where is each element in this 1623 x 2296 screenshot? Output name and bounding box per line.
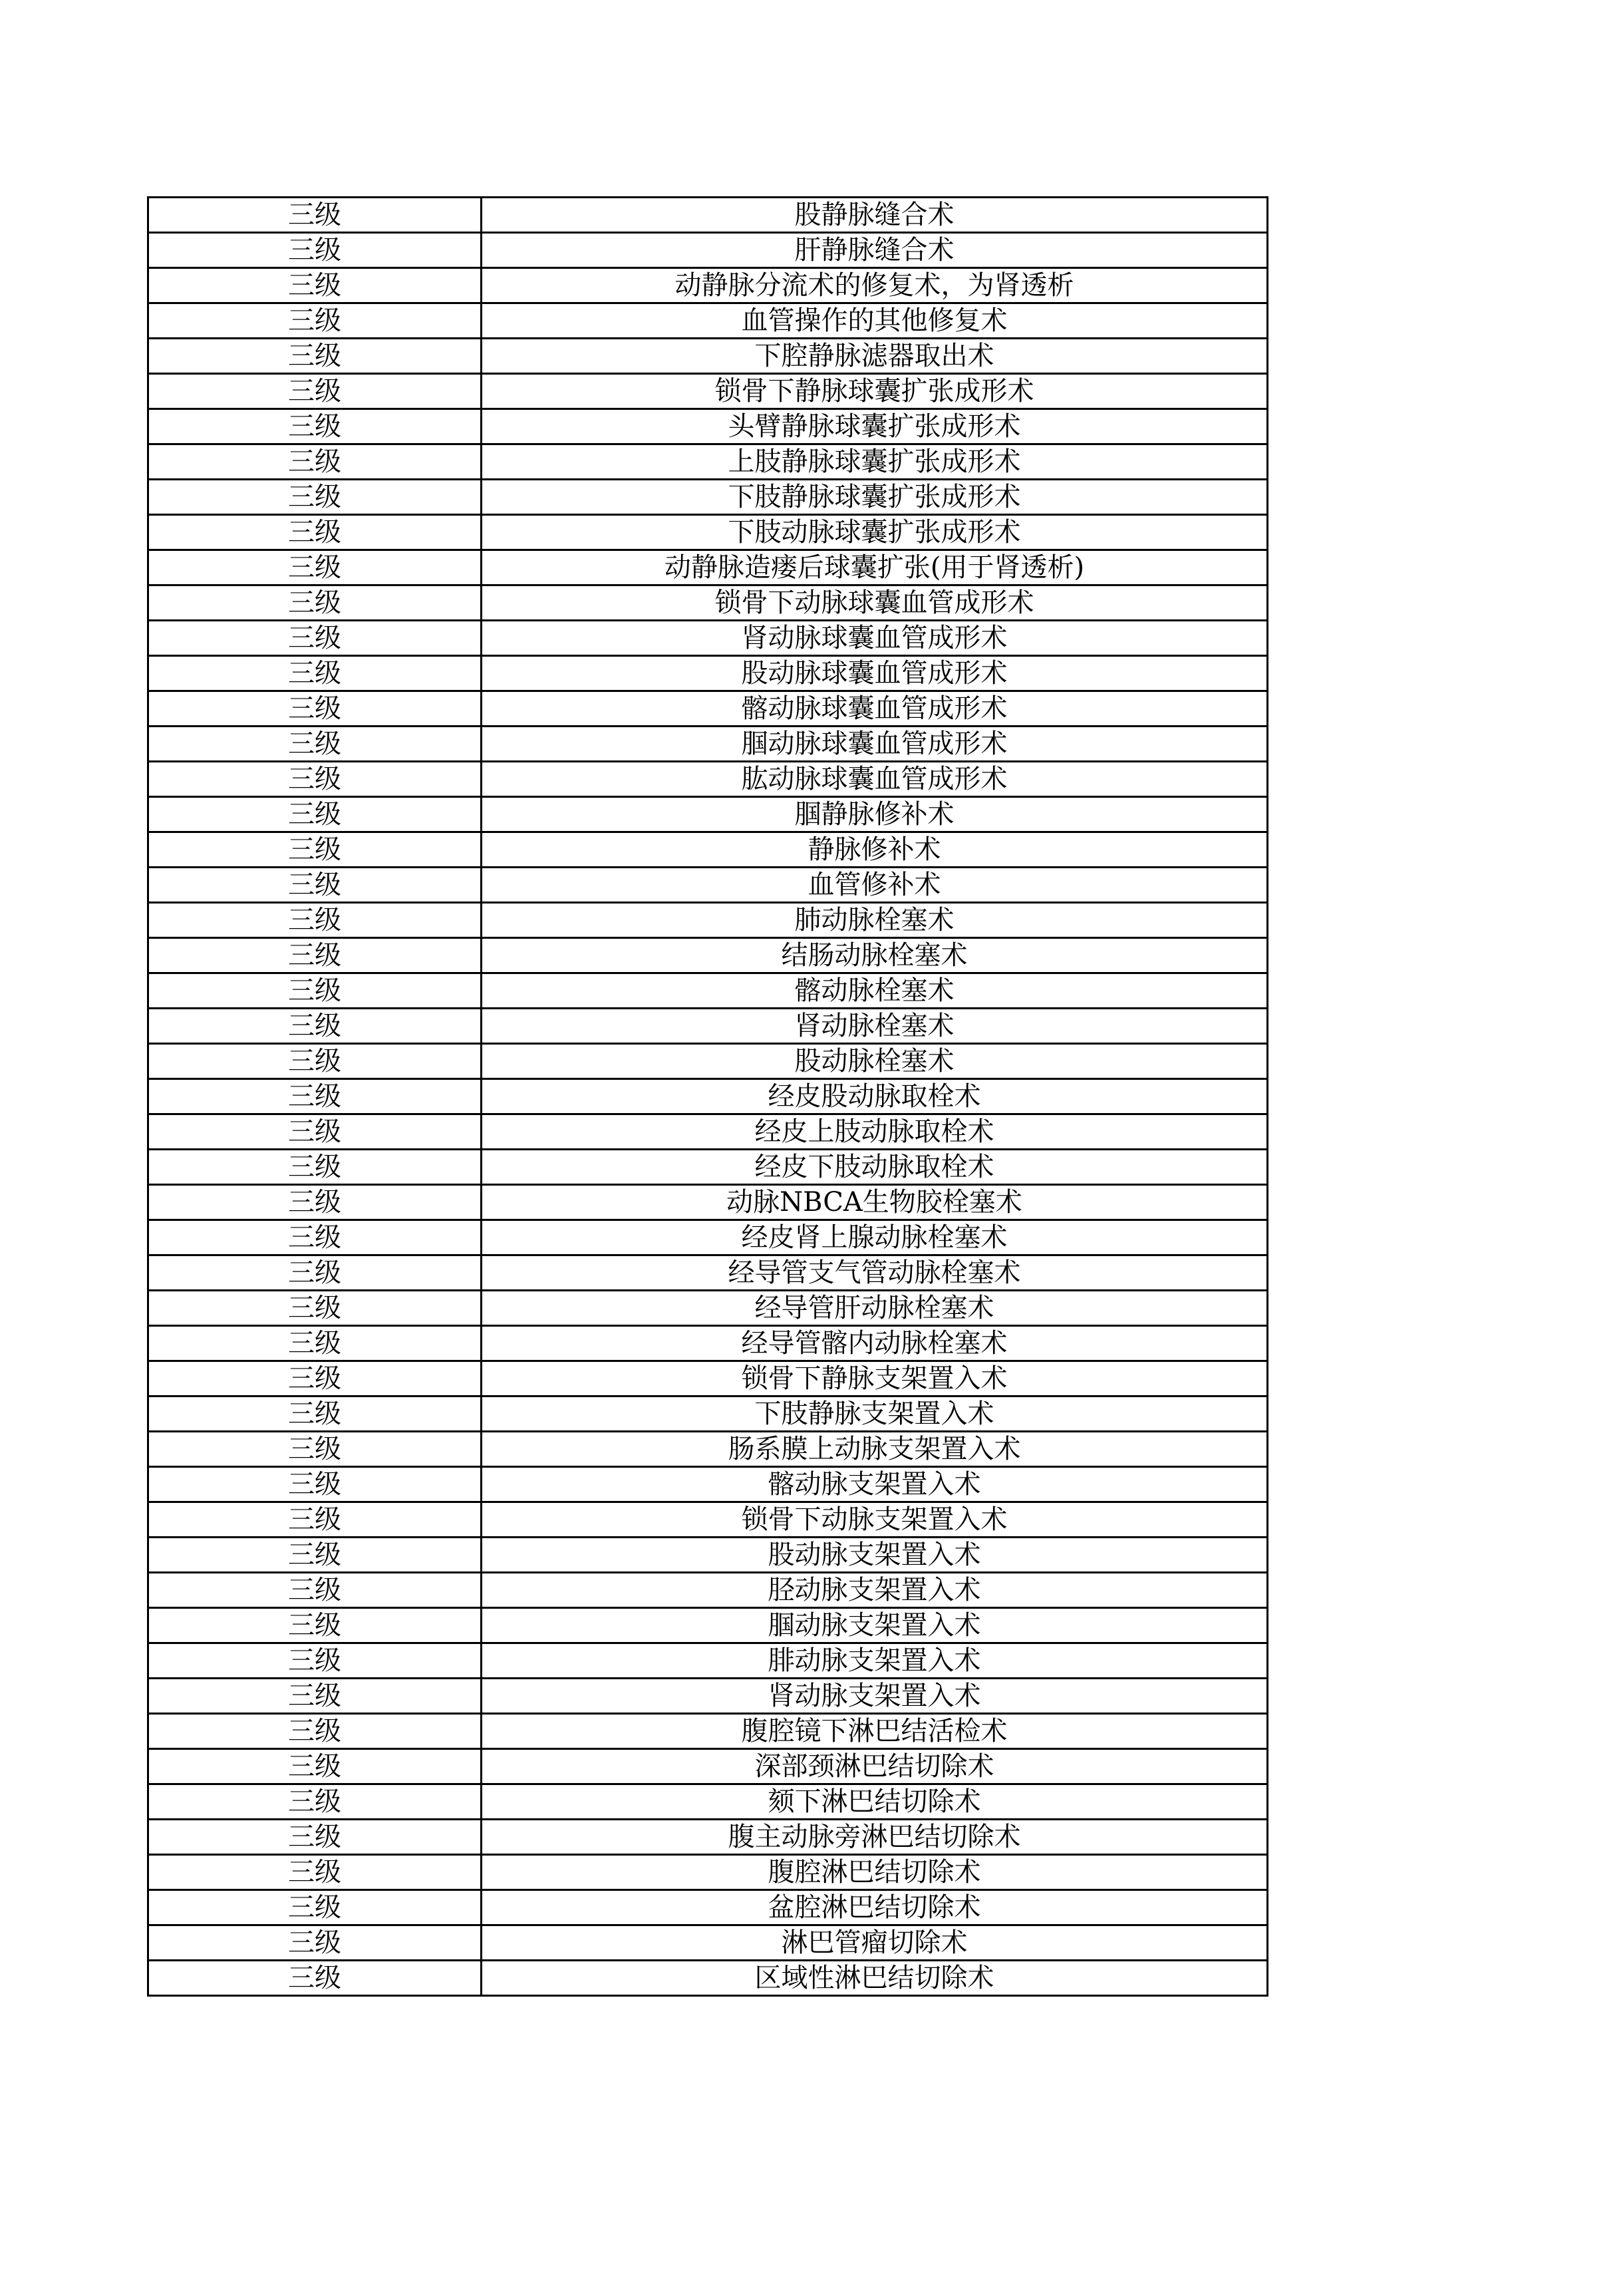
table-row [148, 1009, 1268, 1044]
procedure-cell: 股静脉缝合术 [482, 198, 1268, 233]
table-row [148, 339, 1268, 374]
procedure-cell: 股动脉支架置入术 [482, 1538, 1268, 1573]
table-row [148, 797, 1268, 832]
procedure-cell: 肾动脉支架置入术 [482, 1679, 1268, 1714]
procedure-cell: 经导管髂内动脉栓塞术 [482, 1326, 1268, 1361]
procedure-cell: 胫动脉支架置入术 [482, 1573, 1268, 1608]
level-cell: 三级 [148, 444, 482, 480]
procedure-cell: 血管修补术 [482, 868, 1268, 903]
table-row [148, 1079, 1268, 1114]
procedure-cell: 腹腔镜下淋巴结活检术 [482, 1714, 1268, 1749]
table-row [148, 727, 1268, 762]
level-cell: 三级 [148, 1573, 482, 1608]
level-cell: 三级 [148, 233, 482, 268]
procedure-cell: 经皮肾上腺动脉栓塞术 [482, 1220, 1268, 1255]
level-cell: 三级 [148, 762, 482, 797]
procedure-cell: 经导管支气管动脉栓塞术 [482, 1255, 1268, 1291]
procedure-cell: 上肢静脉球囊扩张成形术 [482, 444, 1268, 480]
procedure-cell: 股动脉球囊血管成形术 [482, 656, 1268, 691]
procedure-cell: 动脉NBCA生物胶栓塞术 [482, 1185, 1268, 1220]
level-cell: 三级 [148, 1361, 482, 1396]
procedure-cell: 动静脉分流术的修复术，为肾透析 [482, 268, 1268, 303]
table-row [148, 1890, 1268, 1925]
level-cell: 三级 [148, 374, 482, 409]
procedure-cell: 锁骨下动脉支架置入术 [482, 1502, 1268, 1538]
table-row [148, 1185, 1268, 1220]
procedure-cell: 下肢静脉支架置入术 [482, 1396, 1268, 1432]
table-row [148, 1608, 1268, 1643]
table-row [148, 762, 1268, 797]
table-row [148, 938, 1268, 973]
table-row [148, 903, 1268, 938]
level-cell: 三级 [148, 550, 482, 585]
table-row [148, 1044, 1268, 1079]
table-row [148, 268, 1268, 303]
table-row [148, 1361, 1268, 1396]
procedure-cell: 经导管肝动脉栓塞术 [482, 1291, 1268, 1326]
level-cell: 三级 [148, 656, 482, 691]
table-row [148, 1502, 1268, 1538]
procedure-cell: 锁骨下静脉球囊扩张成形术 [482, 374, 1268, 409]
procedure-cell: 肝静脉缝合术 [482, 233, 1268, 268]
level-cell: 三级 [148, 1114, 482, 1150]
table-row [148, 585, 1268, 621]
table-row [148, 1820, 1268, 1855]
table-row [148, 1538, 1268, 1573]
procedure-cell: 下肢动脉球囊扩张成形术 [482, 515, 1268, 550]
procedure-cell: 下肢静脉球囊扩张成形术 [482, 480, 1268, 515]
table-row [148, 1432, 1268, 1467]
table-row [148, 1326, 1268, 1361]
procedure-cell: 动静脉造瘘后球囊扩张(用于肾透析) [482, 550, 1268, 585]
level-cell: 三级 [148, 1255, 482, 1291]
procedure-cell: 经皮下肢动脉取栓术 [482, 1150, 1268, 1185]
procedure-cell: 锁骨下动脉球囊血管成形术 [482, 585, 1268, 621]
procedure-cell: 经皮上肢动脉取栓术 [482, 1114, 1268, 1150]
table-row [148, 1150, 1268, 1185]
procedure-cell: 肾动脉球囊血管成形术 [482, 621, 1268, 656]
procedure-cell: 肺动脉栓塞术 [482, 903, 1268, 938]
level-cell: 三级 [148, 868, 482, 903]
table-row [148, 1679, 1268, 1714]
level-cell: 三级 [148, 1925, 482, 1961]
level-cell: 三级 [148, 1150, 482, 1185]
table-row [148, 1855, 1268, 1890]
procedure-table [147, 196, 1268, 1997]
table-row [148, 656, 1268, 691]
table-row [148, 1573, 1268, 1608]
level-cell: 三级 [148, 1538, 482, 1573]
table-row [148, 1925, 1268, 1961]
procedure-cell: 结肠动脉栓塞术 [482, 938, 1268, 973]
level-cell: 三级 [148, 339, 482, 374]
level-cell: 三级 [148, 1608, 482, 1643]
level-cell: 三级 [148, 1326, 482, 1361]
level-cell: 三级 [148, 1220, 482, 1255]
table-row [148, 303, 1268, 339]
level-cell: 三级 [148, 973, 482, 1009]
level-cell: 三级 [148, 1643, 482, 1679]
level-cell: 三级 [148, 268, 482, 303]
procedure-cell: 肱动脉球囊血管成形术 [482, 762, 1268, 797]
table-row [148, 1749, 1268, 1784]
procedure-cell: 下腔静脉滤器取出术 [482, 339, 1268, 374]
level-cell: 三级 [148, 938, 482, 973]
table-row [148, 374, 1268, 409]
table-row [148, 1784, 1268, 1820]
level-cell: 三级 [148, 1009, 482, 1044]
level-cell: 三级 [148, 903, 482, 938]
procedure-cell: 股动脉栓塞术 [482, 1044, 1268, 1079]
table-row [148, 1114, 1268, 1150]
level-cell: 三级 [148, 1291, 482, 1326]
procedure-cell: 腘静脉修补术 [482, 797, 1268, 832]
procedure-cell: 髂动脉支架置入术 [482, 1467, 1268, 1502]
level-cell: 三级 [148, 1784, 482, 1820]
table-row [148, 1961, 1268, 1996]
level-cell: 三级 [148, 621, 482, 656]
level-cell: 三级 [148, 409, 482, 444]
table-row [148, 1467, 1268, 1502]
level-cell: 三级 [148, 1467, 482, 1502]
level-cell: 三级 [148, 1679, 482, 1714]
procedure-cell: 区域性淋巴结切除术 [482, 1961, 1268, 1996]
table-row [148, 233, 1268, 268]
table-row [148, 444, 1268, 480]
level-cell: 三级 [148, 1044, 482, 1079]
procedure-cell: 肾动脉栓塞术 [482, 1009, 1268, 1044]
level-cell: 三级 [148, 1502, 482, 1538]
level-cell: 三级 [148, 727, 482, 762]
procedure-table-body [148, 198, 1268, 1996]
procedure-cell: 淋巴管瘤切除术 [482, 1925, 1268, 1961]
table-row [148, 1396, 1268, 1432]
table-row [148, 1220, 1268, 1255]
table-row [148, 832, 1268, 868]
level-cell: 三级 [148, 1185, 482, 1220]
level-cell: 三级 [148, 832, 482, 868]
level-cell: 三级 [148, 198, 482, 233]
table-row [148, 1291, 1268, 1326]
level-cell: 三级 [148, 1079, 482, 1114]
level-cell: 三级 [148, 797, 482, 832]
procedure-cell: 腓动脉支架置入术 [482, 1643, 1268, 1679]
level-cell: 三级 [148, 1820, 482, 1855]
table-row [148, 1714, 1268, 1749]
level-cell: 三级 [148, 480, 482, 515]
table-row [148, 480, 1268, 515]
procedure-cell: 经皮股动脉取栓术 [482, 1079, 1268, 1114]
level-cell: 三级 [148, 515, 482, 550]
procedure-cell: 腘动脉支架置入术 [482, 1608, 1268, 1643]
table-row [148, 868, 1268, 903]
procedure-cell: 盆腔淋巴结切除术 [482, 1890, 1268, 1925]
procedure-cell: 腹腔淋巴结切除术 [482, 1855, 1268, 1890]
procedure-cell: 髂动脉球囊血管成形术 [482, 691, 1268, 727]
procedure-cell: 髂动脉栓塞术 [482, 973, 1268, 1009]
procedure-cell: 颏下淋巴结切除术 [482, 1784, 1268, 1820]
level-cell: 三级 [148, 1855, 482, 1890]
table-row [148, 1255, 1268, 1291]
level-cell: 三级 [148, 691, 482, 727]
procedure-cell: 静脉修补术 [482, 832, 1268, 868]
procedure-cell: 头臂静脉球囊扩张成形术 [482, 409, 1268, 444]
level-cell: 三级 [148, 303, 482, 339]
table-row [148, 973, 1268, 1009]
table-row [148, 550, 1268, 585]
table-row [148, 515, 1268, 550]
level-cell: 三级 [148, 1890, 482, 1925]
table-row [148, 198, 1268, 233]
table-row [148, 691, 1268, 727]
level-cell: 三级 [148, 1714, 482, 1749]
level-cell: 三级 [148, 1396, 482, 1432]
procedure-cell: 腹主动脉旁淋巴结切除术 [482, 1820, 1268, 1855]
procedure-cell: 腘动脉球囊血管成形术 [482, 727, 1268, 762]
level-cell: 三级 [148, 1961, 482, 1996]
procedure-cell: 深部颈淋巴结切除术 [482, 1749, 1268, 1784]
procedure-cell: 锁骨下静脉支架置入术 [482, 1361, 1268, 1396]
procedure-cell: 血管操作的其他修复术 [482, 303, 1268, 339]
table-row [148, 621, 1268, 656]
procedure-cell: 肠系膜上动脉支架置入术 [482, 1432, 1268, 1467]
level-cell: 三级 [148, 1749, 482, 1784]
table-row [148, 1643, 1268, 1679]
level-cell: 三级 [148, 585, 482, 621]
level-cell: 三级 [148, 1432, 482, 1467]
table-row [148, 409, 1268, 444]
